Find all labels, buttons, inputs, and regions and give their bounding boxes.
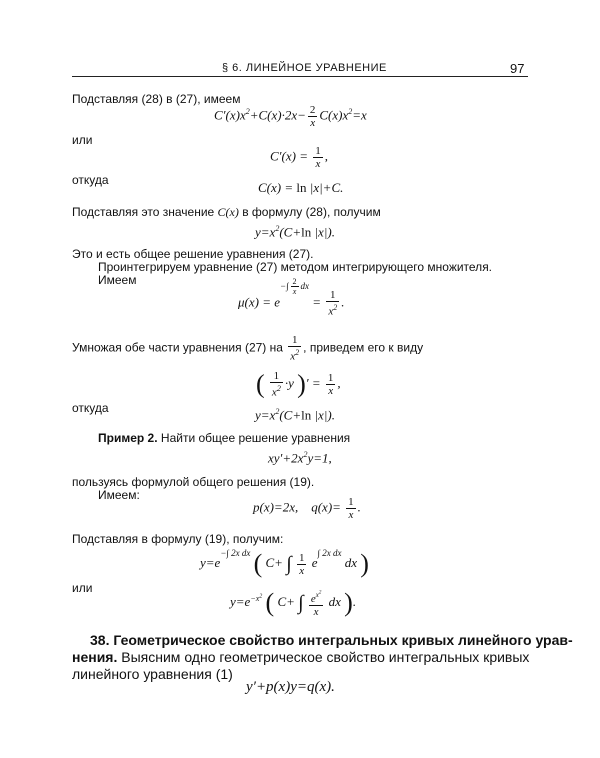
page-number: 97 (510, 61, 525, 76)
text-fragment: Умножая обе части уравнения (27) на (72, 340, 283, 355)
text-line: откуда (72, 173, 109, 187)
formula-integrating-factor: $\mu(x) = e^{-\int \frac{2}{x} dx}$ = $\frac{1}{x^2}$ . (238, 277, 345, 318)
formula-p-q: p(x)=2x, q(x)= $\frac{1}{x}$ . (253, 496, 361, 521)
formula-derivative: C′(x) = $\frac{1}{x}$ , (270, 145, 328, 170)
section-title-end: нения. (72, 649, 118, 665)
running-title: § 6. ЛИНЕЙНОЕ УРАВНЕНИЕ (222, 62, 387, 74)
text-line: Имеем (98, 273, 137, 287)
text-fragment: в формулу (28), получим (242, 205, 381, 219)
text-line: Проинтегрируем уравнение (27) методом интегрирующего множителя. (98, 260, 493, 274)
text-line: Имеем: (98, 488, 140, 502)
formula-general-solution: $y=e^{-\int 2x dx}$ ( C+ ∫ $\frac{1}{x}$ $e^{\int 2x dx}$ dx ) (200, 547, 369, 578)
section-heading-line (90, 633, 573, 647)
section-text-line (72, 650, 529, 664)
text-line: Подставляя (28) в (27), имеем (72, 92, 241, 106)
formula-solution-2: $y=x^2(C+\ln$ |x|). (255, 407, 335, 423)
formula-substitution: $C'(x)x^2+C(x)\cdot 2x-$ $\frac{2}{x}$ $C(x)x^2=x$ (214, 104, 367, 129)
text-line: Это и есть общее решение уравнения (27). (72, 247, 314, 261)
formula-reduced: ( $\frac{1}{x^2}$ ·y )′ = $\frac{1}{x}$ , (256, 369, 341, 399)
formula-cx: C(x) = ln |x|+C. (258, 180, 344, 195)
example-label: Пример 2. (98, 431, 158, 445)
text-line: или (72, 581, 93, 595)
formula-linear-equation: y′+p(x)y=q(x). (246, 679, 335, 695)
section-text: Выясним одно геометрическое свойство интегральных кривых (121, 649, 530, 665)
section-title: 38. Геометрическое свойство интегральных кривых линейного урав- (90, 632, 573, 648)
text-line: откуда (72, 401, 109, 415)
formula-final: $y=e^{-x^2}$ ( C+ ∫ $\frac{e^{x^2}}{x}$ dx ). (230, 588, 357, 618)
text-line: пользуясь формулой общего решения (19). (72, 475, 315, 489)
section-text-line: линейного уравнения (1) (72, 666, 233, 682)
example-heading (98, 432, 350, 444)
header-rule (72, 76, 528, 77)
inline-math: C(x) (217, 205, 239, 219)
example-text: Найти общее решение уравнения (160, 431, 351, 445)
text-line (72, 206, 381, 218)
inline-fraction: $\frac{1}{x^2}$ (290, 334, 300, 363)
formula-solution: $y=x^2(C+\ln$ |x|). (255, 224, 335, 240)
text-line (72, 334, 423, 363)
text-fragment: , приведем его к виду (303, 340, 424, 355)
text-fragment: Подставляя это значение (72, 205, 215, 219)
formula-example-equation: $xy'+2x^2y=1$, (268, 450, 332, 466)
text-line: Подставляя в формулу (19), получим: (72, 532, 284, 546)
text-line: или (72, 133, 93, 147)
